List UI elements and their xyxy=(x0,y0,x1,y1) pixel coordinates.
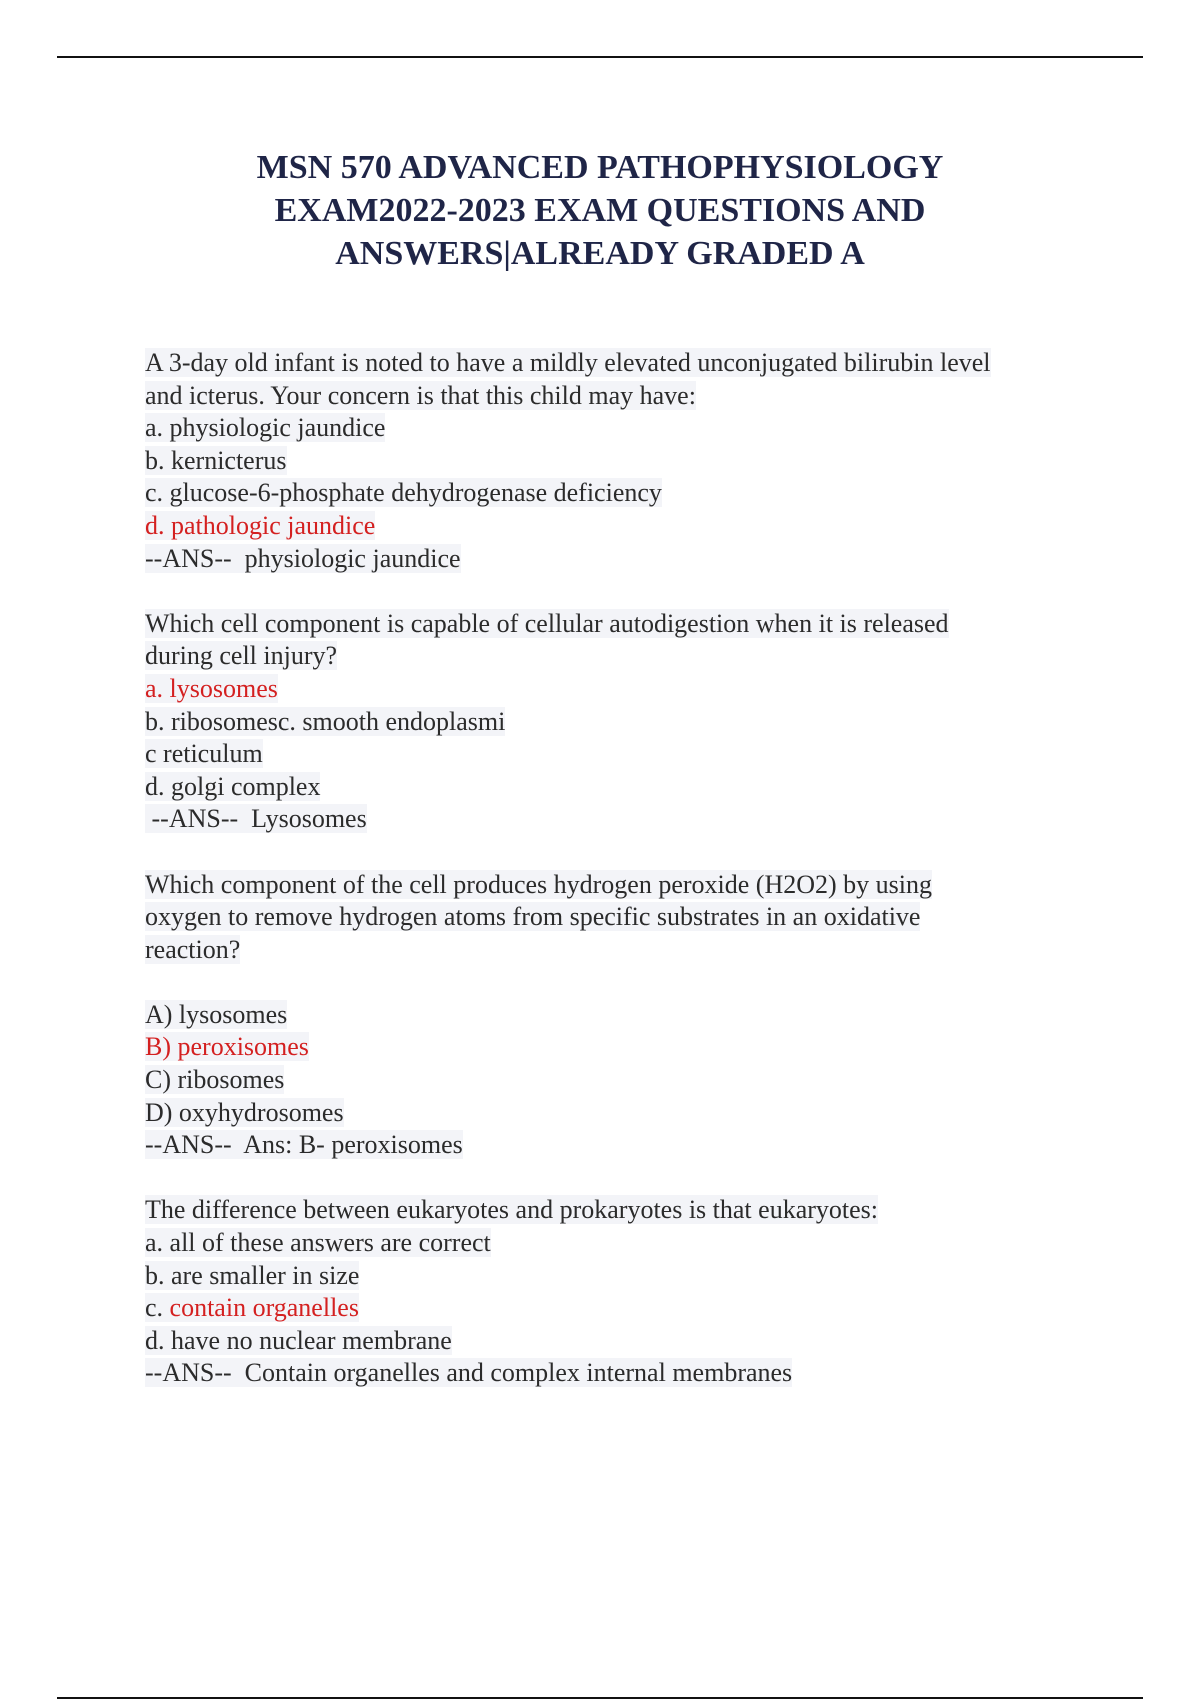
question-1 xyxy=(145,347,1105,575)
question-1-option-d-highlighted: d. pathologic jaundice xyxy=(145,510,376,540)
question-2-answer: --ANS-- Lysosomes xyxy=(145,804,367,834)
question-3-stem-line-2: oxygen to remove hydrogen atoms from specific substrates in an oxidative xyxy=(145,902,921,932)
bottom-rule xyxy=(57,1697,1143,1699)
document-title xyxy=(100,146,1100,275)
question-2-option-c: c reticulum xyxy=(145,739,263,769)
question-3-answer: --ANS-- Ans: B- peroxisomes xyxy=(145,1130,463,1160)
question-4-option-c-highlighted: contain organelles xyxy=(169,1293,359,1323)
question-2-option-d: d. golgi complex xyxy=(145,771,321,801)
question-1-option-b: b. kernicterus xyxy=(145,445,287,475)
question-4-option-d: d. have no nuclear membrane xyxy=(145,1325,452,1355)
question-4-option-b: b. are smaller in size xyxy=(145,1260,360,1290)
question-4-option-a: a. all of these answers are correct xyxy=(145,1228,491,1258)
question-3-option-c: C) ribosomes xyxy=(145,1065,285,1095)
question-3 xyxy=(145,869,1105,1162)
question-4-option-c-prefix: c. xyxy=(145,1293,170,1323)
question-2-option-b: b. ribosomesc. smooth endoplasmi xyxy=(145,706,506,736)
question-1-option-a: a. physiologic jaundice xyxy=(145,413,386,443)
question-4-stem-line-1: The difference between eukaryotes and prokaryotes is that eukaryotes: xyxy=(145,1195,879,1225)
title-line-2: EXAM2022-2023 EXAM QUESTIONS AND xyxy=(274,192,926,229)
question-1-answer: --ANS-- physiologic jaundice xyxy=(145,543,461,573)
question-2 xyxy=(145,608,1105,836)
question-4 xyxy=(145,1194,1105,1390)
question-3-stem-line-1: Which component of the cell produces hydrogen peroxide (H2O2) by using xyxy=(145,869,933,899)
question-2-stem-line-1: Which cell component is capable of cellular autodigestion when it is released xyxy=(145,608,949,638)
question-3-option-b-highlighted: B) peroxisomes xyxy=(145,1032,309,1062)
title-line-1: MSN 570 ADVANCED PATHOPHYSIOLOGY xyxy=(256,149,944,186)
question-1-option-c: c. glucose-6-phosphate dehydrogenase deficiency xyxy=(145,478,662,508)
question-3-option-d: D) oxyhydrosomes xyxy=(145,1097,344,1127)
question-4-answer: --ANS-- Contain organelles and complex internal membranes xyxy=(145,1358,793,1388)
question-1-stem-line-2: and icterus. Your concern is that this child may have: xyxy=(145,380,696,410)
question-2-stem-line-2: during cell injury? xyxy=(145,641,338,671)
title-line-3: ANSWERS|ALREADY GRADED A xyxy=(335,235,865,272)
top-rule xyxy=(57,56,1143,58)
question-2-option-a-highlighted: a. lysosomes xyxy=(145,673,278,703)
document-body xyxy=(145,347,1105,1390)
question-1-stem-line-1: A 3-day old infant is noted to have a mildly elevated unconjugated bilirubin level xyxy=(145,348,991,377)
question-3-stem-line-3: reaction? xyxy=(145,934,241,964)
question-3-option-a: A) lysosomes xyxy=(145,999,288,1029)
